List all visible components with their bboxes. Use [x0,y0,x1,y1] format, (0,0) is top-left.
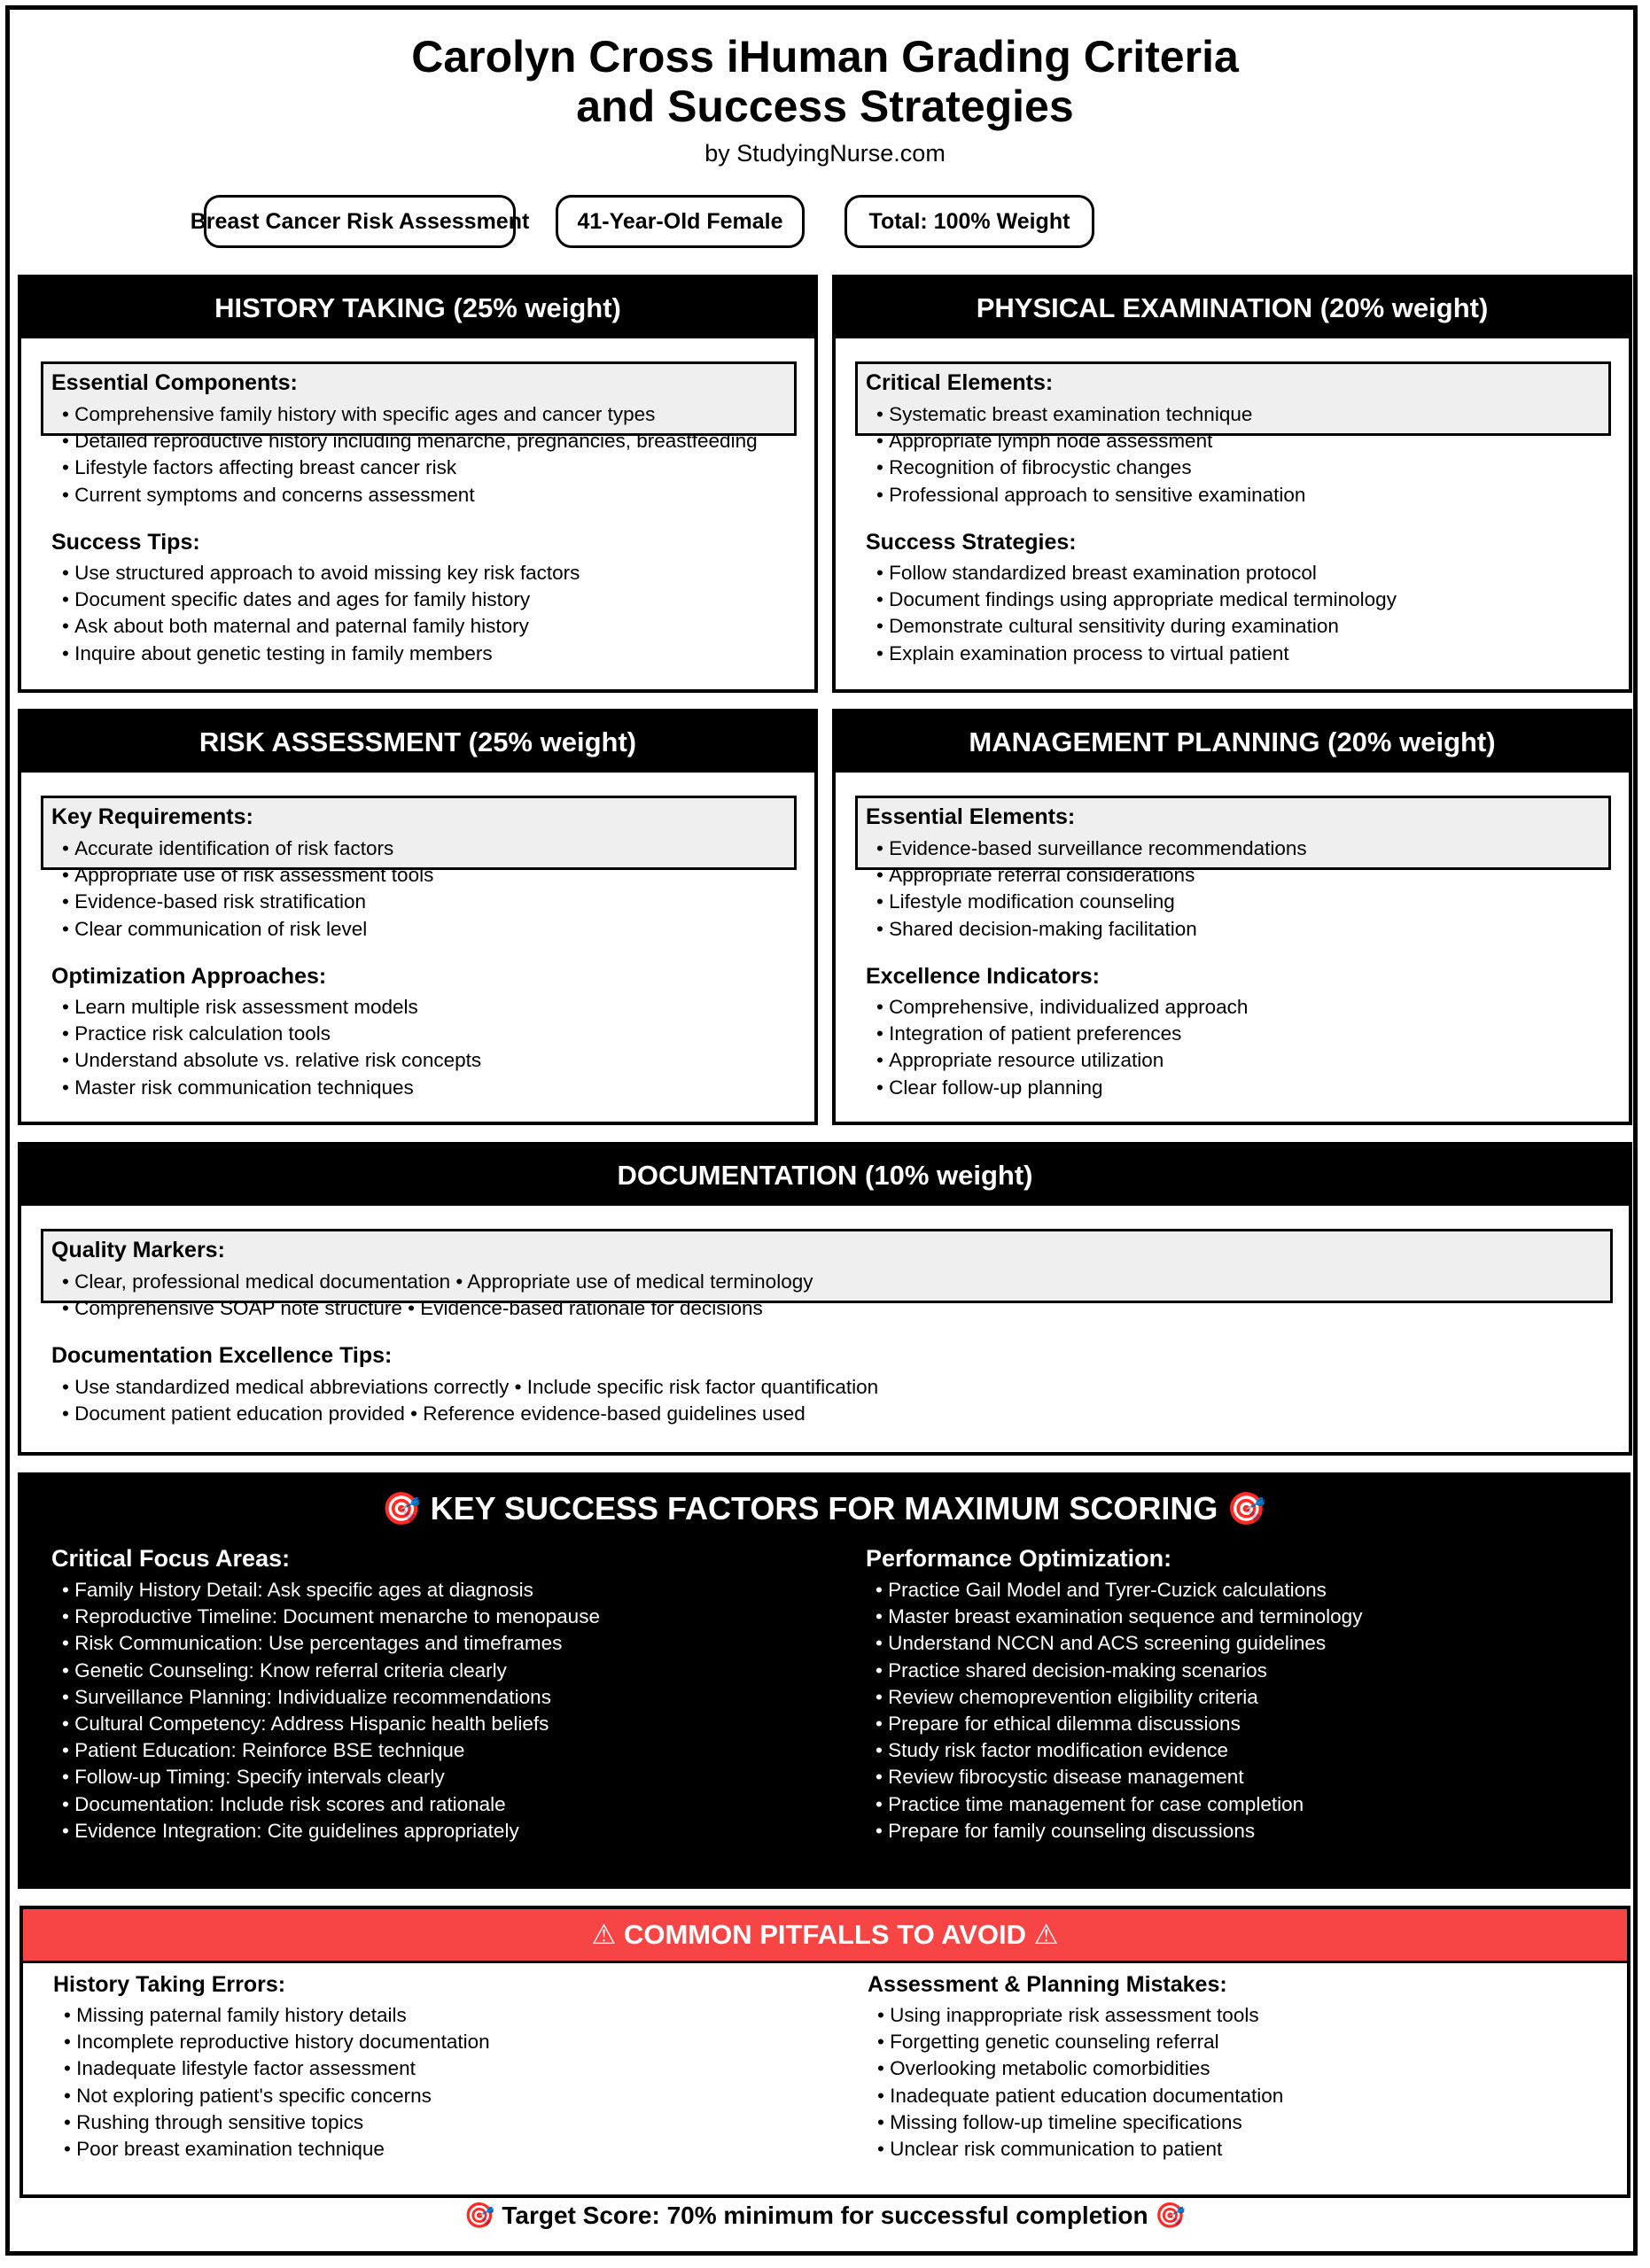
list-item: • Reproductive Timeline: Document menarche to menopause [62,1604,600,1630]
list-item: • Demonstrate cultural sensitivity during examination [876,613,1397,640]
list-item: • Document findings using appropriate medical terminology [876,586,1397,613]
essential-components-list [62,401,758,509]
list-item: • Master breast examination sequence and terminology [876,1604,1362,1630]
list-item: • Patient Education: Reinforce BSE technique [62,1737,600,1764]
success-strategies-list [876,560,1397,667]
list-item: • Appropriate resource utilization [876,1047,1248,1074]
list-item: • Comprehensive SOAP note structure • Evidence-based rationale for decisions [62,1295,813,1322]
page-subtitle: by StudyingNurse.com [704,140,946,167]
list-item: • Use structured approach to avoid missing key risk factors [62,560,580,586]
list-item: • Inquire about genetic testing in family members [62,641,580,667]
list-item: • Practice shared decision-making scenarios [876,1658,1362,1684]
optimization-approaches-heading: Optimization Approaches: [51,964,327,989]
list-item: • Surveillance Planning: Individualize recommendations [62,1684,600,1711]
optimization-approaches-list [62,994,481,1101]
management-planning-title: MANAGEMENT PLANNING (20% weight) [836,712,1629,773]
pitfalls-panel [19,1906,1631,2198]
list-item: • Practice risk calculation tools [62,1021,481,1047]
list-item: • Detailed reproductive history including menarche, pregnancies, breastfeeding [62,428,758,454]
list-item: • Shared decision-making facilitation [876,916,1307,943]
list-item: • Learn multiple risk assessment models [62,994,481,1021]
list-item: • Practice Gail Model and Tyrer-Cuzick calculations [876,1577,1362,1604]
critical-focus-list [62,1577,600,1845]
list-item: • Cultural Competency: Address Hispanic health beliefs [62,1711,600,1737]
risk-assessment-panel [18,709,818,1125]
list-item: • Unclear risk communication to patient [877,2136,1283,2163]
list-item: • Ask about both maternal and paternal family history [62,613,580,640]
target-score-footer: 🎯 Target Score: 70% minimum for successful completion 🎯 [463,2202,1187,2229]
list-item: • Professional approach to sensitive examination [876,482,1305,509]
management-planning-panel [832,709,1632,1125]
list-item: • Genetic Counseling: Know referral criteria clearly [62,1658,600,1684]
list-item: • Document specific dates and ages for family history [62,586,580,613]
essential-elements-heading: Essential Elements: [866,804,1076,829]
success-tips-list [62,560,580,667]
success-tips-heading: Success Tips: [51,530,200,555]
quality-markers-heading: Quality Markers: [51,1238,225,1262]
list-item: • Documentation: Include risk scores and rationale [62,1791,600,1818]
essential-components-heading: Essential Components: [51,370,298,395]
list-item: • Evidence-based risk stratification [62,889,433,915]
list-item: • Appropriate referral considerations [876,862,1307,889]
list-item: • Forgetting genetic counseling referral [877,2029,1283,2055]
performance-optimization-list [876,1577,1362,1845]
list-item: • Review chemoprevention eligibility criteria [876,1684,1362,1711]
list-item: • Rushing through sensitive topics [64,2109,490,2136]
excellence-indicators-heading: Excellence Indicators: [866,964,1101,989]
page-title-line2: and Success Strategies [576,82,1074,131]
list-item: • Clear, professional medical documentation • Appropriate use of medical terminology [62,1269,813,1295]
key-success-title: 🎯 KEY SUCCESS FACTORS FOR MAXIMUM SCORING 🎯 [381,1490,1267,1526]
quality-markers-list [62,1269,813,1322]
planning-mistakes-list [877,2002,1283,2163]
case-topic-badge: Breast Cancer Risk Assessment [204,195,516,248]
list-item: • Lifestyle modification counseling [876,889,1307,915]
list-item: • Master risk communication techniques [62,1075,481,1101]
list-item: • Follow standardized breast examination protocol [876,560,1397,586]
list-item: • Integration of patient preferences [876,1021,1248,1047]
list-item: • Family History Detail: Ask specific ages at diagnosis [62,1577,600,1604]
list-item: • Follow-up Timing: Specify intervals clearly [62,1764,600,1790]
list-item: • Incomplete reproductive history documentation [64,2029,490,2055]
list-item: • Inadequate patient education documentation [877,2083,1283,2109]
critical-elements-heading: Critical Elements: [866,370,1054,395]
list-item: • Current symptoms and concerns assessment [62,482,758,509]
history-errors-heading: History Taking Errors: [53,1972,286,1997]
list-item: • Explain examination process to virtual patient [876,641,1397,667]
page-title-line1: Carolyn Cross iHuman Grading Criteria [411,32,1239,82]
list-item: • Accurate identification of risk factors [62,835,433,862]
documentation-panel [18,1142,1632,1456]
documentation-tips-list [62,1374,878,1427]
history-errors-list [64,2002,490,2163]
performance-optimization-heading: Performance Optimization: [866,1545,1172,1572]
physical-exam-panel [832,275,1632,693]
list-item: • Not exploring patient's specific concerns [64,2083,490,2109]
list-item: • Document patient education provided • Reference evidence-based guidelines used [62,1401,878,1427]
list-item: • Lifestyle factors affecting breast cancer risk [62,454,758,481]
history-taking-title: HISTORY TAKING (25% weight) [21,278,814,338]
critical-focus-heading: Critical Focus Areas: [51,1545,291,1572]
list-item: • Comprehensive, individualized approach [876,994,1248,1021]
essential-elements-list [876,835,1307,943]
list-item: • Missing paternal family history details [64,2002,490,2029]
list-item: • Risk Communication: Use percentages and timeframes [62,1630,600,1657]
weight-badge: Total: 100% Weight [844,195,1094,248]
key-requirements-heading: Key Requirements: [51,804,253,829]
list-item: • Missing follow-up timeline specifications [877,2109,1283,2136]
excellence-indicators-list [876,994,1248,1101]
physical-exam-title: PHYSICAL EXAMINATION (20% weight) [836,278,1629,338]
documentation-title: DOCUMENTATION (10% weight) [21,1146,1629,1206]
documentation-tips-heading: Documentation Excellence Tips: [51,1343,393,1368]
list-item: • Systematic breast examination technique [876,401,1305,428]
list-item: • Appropriate lymph node assessment [876,428,1305,454]
patient-badge: 41-Year-Old Female [556,195,805,248]
pitfalls-title: ⚠ COMMON PITFALLS TO AVOID ⚠ [23,1909,1627,1963]
list-item: • Poor breast examination technique [64,2136,490,2163]
list-item: • Clear follow-up planning [876,1075,1248,1101]
list-item: • Practice time management for case completion [876,1791,1362,1818]
success-strategies-heading: Success Strategies: [866,530,1077,555]
key-requirements-list [62,835,433,943]
list-item: • Understand NCCN and ACS screening guidelines [876,1630,1362,1657]
planning-mistakes-heading: Assessment & Planning Mistakes: [868,1972,1227,1997]
list-item: • Evidence Integration: Cite guidelines appropriately [62,1818,600,1845]
list-item: • Study risk factor modification evidence [876,1737,1362,1764]
list-item: • Use standardized medical abbreviations correctly • Include specific risk factor quantification [62,1374,878,1401]
list-item: • Prepare for family counseling discussions [876,1818,1362,1845]
list-item: • Recognition of fibrocystic changes [876,454,1305,481]
list-item: • Overlooking metabolic comorbidities [877,2055,1283,2082]
risk-assessment-title: RISK ASSESSMENT (25% weight) [21,712,814,773]
list-item: • Prepare for ethical dilemma discussions [876,1711,1362,1737]
list-item: • Using inappropriate risk assessment tools [877,2002,1283,2029]
list-item: • Inadequate lifestyle factor assessment [64,2055,490,2082]
list-item: • Review fibrocystic disease management [876,1764,1362,1790]
history-taking-panel [18,275,818,693]
list-item: • Understand absolute vs. relative risk concepts [62,1047,481,1074]
key-success-panel [18,1472,1631,1889]
list-item: • Appropriate use of risk assessment tools [62,862,433,889]
critical-elements-list [876,401,1305,509]
list-item: • Evidence-based surveillance recommendations [876,835,1307,862]
list-item: • Comprehensive family history with specific ages and cancer types [62,401,758,428]
list-item: • Clear communication of risk level [62,916,433,943]
